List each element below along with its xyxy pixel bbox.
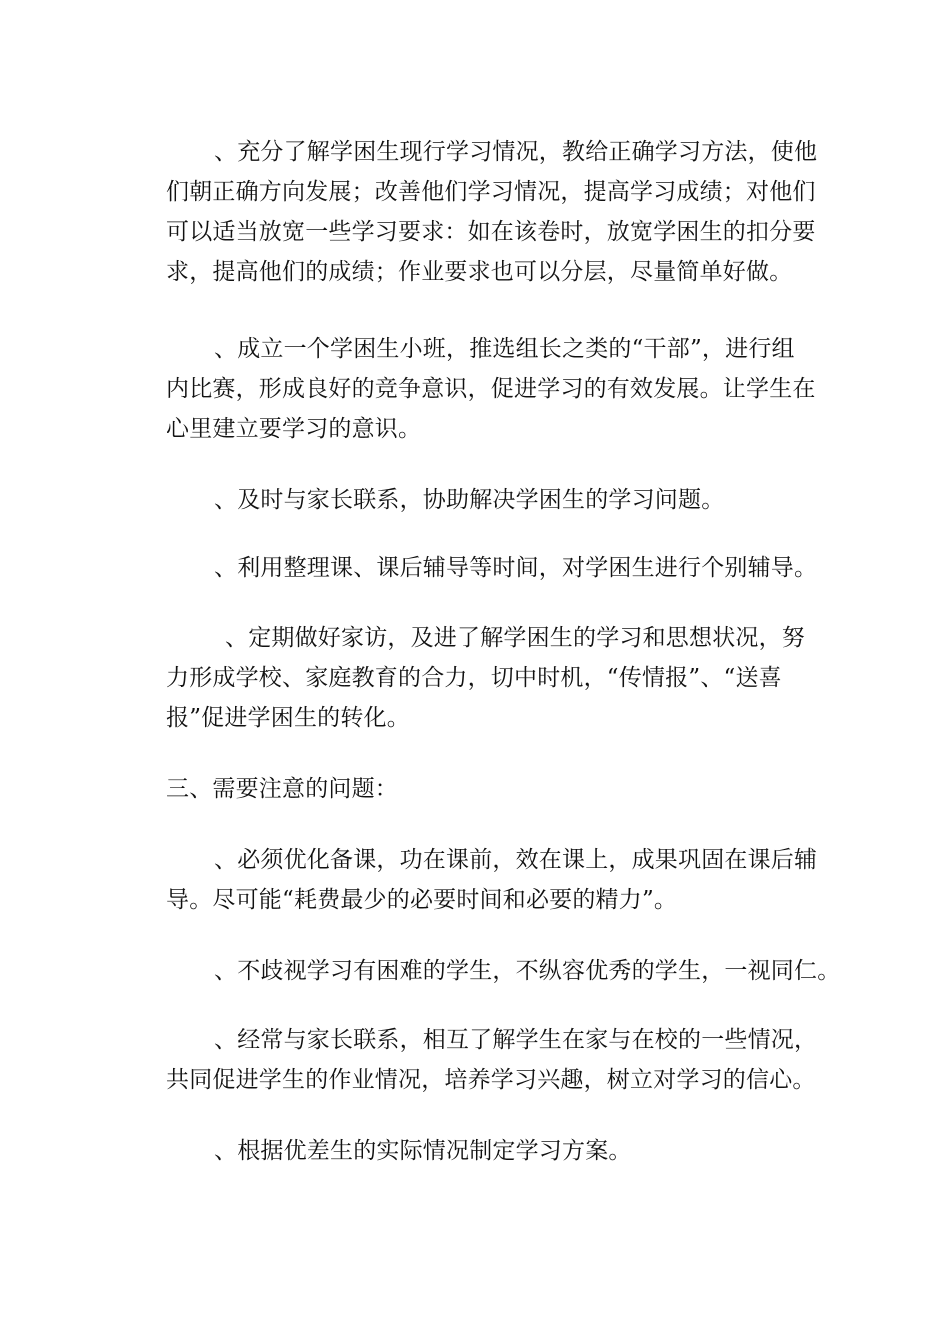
paragraph-2-line-2: 内比赛，形成良好的竞争意识，促进学习的有效发展。让学生在: [166, 376, 816, 402]
paragraph-2-line-3: 心里建立要学习的意识。: [166, 416, 422, 442]
paragraph-3-line-1: 、及时与家长联系，协助解决学困生的学习问题。: [214, 487, 725, 513]
section-heading: 三、需要注意的问题：: [166, 776, 398, 802]
paragraph-7-line-1: 、不歧视学习有困难的学生，不纵容优秀的学生，一视同仁。: [214, 958, 841, 984]
paragraph-5-line-1: 、定期做好家访，及进了解学困生的学习和思想状况，努: [225, 625, 805, 651]
paragraph-6-line-2: 导。尽可能“耗费最少的必要时间和必要的精力”。: [166, 887, 678, 913]
paragraph-2-line-1: 、成立一个学困生小班，推选组长之类的“干部”，进行组: [214, 336, 795, 362]
paragraph-8-line-2: 共同促进学生的作业情况，培养学习兴趣，树立对学习的信心。: [166, 1067, 816, 1093]
paragraph-1-line-3: 可以适当放宽一些学习要求：如在该卷时，放宽学困生的扣分要: [166, 219, 816, 245]
paragraph-1-line-2: 们朝正确方向发展；改善他们学习情况，提高学习成绩；对他们: [166, 179, 816, 205]
paragraph-1-line-1: 、充分了解学困生现行学习情况，教给正确学习方法，使他: [214, 139, 818, 165]
paragraph-8-line-1: 、经常与家长联系，相互了解学生在家与在校的一些情况，: [214, 1027, 818, 1053]
paragraph-5-line-2: 力形成学校、家庭教育的合力，切中时机，“传情报”、“送喜: [166, 665, 782, 691]
paragraph-9-line-1: 、根据优差生的实际情况制定学习方案。: [214, 1138, 632, 1164]
paragraph-4-line-1: 、利用整理课、课后辅导等时间，对学困生进行个别辅导。: [214, 555, 818, 581]
paragraph-6-line-1: 、必须优化备课，功在课前，效在课上，成果巩固在课后辅: [214, 847, 818, 873]
paragraph-1-line-4: 求，提高他们的成绩；作业要求也可以分层，尽量简单好做。: [166, 259, 793, 285]
paragraph-5-line-3: 报”促进学困生的转化。: [166, 705, 410, 731]
